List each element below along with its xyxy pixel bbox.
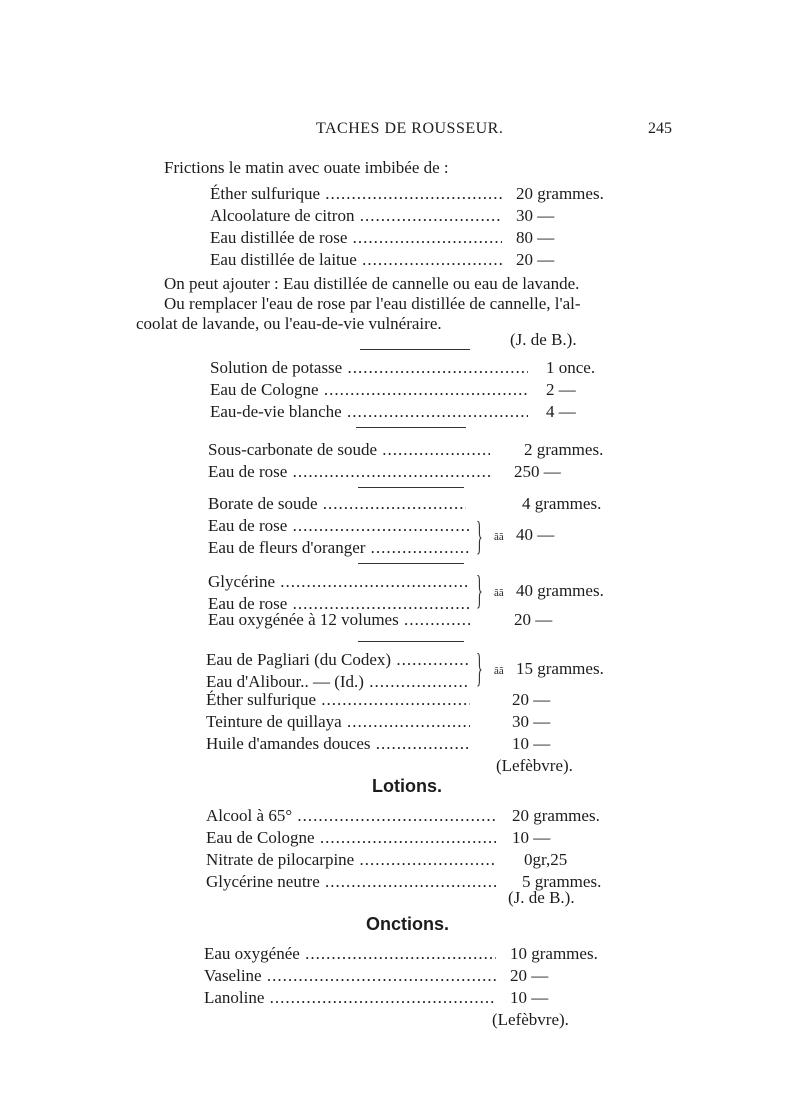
ingredient-name: Solution de potasse bbox=[210, 358, 343, 377]
brace: } bbox=[476, 567, 483, 612]
ingredient-qty: 30 — bbox=[512, 712, 551, 731]
note-text: coolat de lavande, ou l'eau-de-vie vulnéraire. bbox=[136, 314, 442, 333]
ingredient-name: Sous-carbonate de soude bbox=[208, 440, 378, 459]
ana-mark: ãã bbox=[494, 587, 504, 599]
ingredient-qty: 20 — bbox=[516, 250, 555, 269]
ana-mark: ãã bbox=[494, 665, 504, 677]
section-divider bbox=[358, 487, 464, 488]
section-divider bbox=[358, 641, 464, 642]
signature: (J. de B.). bbox=[510, 330, 577, 349]
ingredient-qty: 20 — bbox=[512, 690, 551, 709]
ingredient-qty: 20 — bbox=[510, 966, 549, 985]
ingredient-name: Eau oxygénée à 12 volumes bbox=[208, 610, 399, 629]
ingredient-qty: 15 grammes. bbox=[516, 659, 604, 678]
ingredient-qty: 10 — bbox=[512, 734, 551, 753]
brace: } bbox=[476, 645, 483, 690]
ingredient-name: Eau de fleurs d'oranger bbox=[208, 538, 366, 557]
ingredient-qty: 10 grammes. bbox=[510, 944, 598, 963]
brace: } bbox=[476, 513, 483, 558]
ingredient-qty: 4 grammes. bbox=[522, 494, 602, 513]
signature: (J. de B.). bbox=[508, 888, 575, 907]
ingredient-qty: 20 grammes. bbox=[512, 806, 600, 825]
signature: (Lefèbvre). bbox=[496, 756, 573, 775]
ingredient-name: Glycérine neutre bbox=[206, 872, 320, 891]
ingredient-name: Eau de Cologne bbox=[206, 828, 315, 847]
ingredient-name: Nitrate de pilocarpine bbox=[206, 850, 355, 869]
ingredient-name: Eau de Cologne bbox=[210, 380, 319, 399]
ingredient-name: Borate de soude bbox=[208, 494, 318, 513]
intro-text: Frictions le matin avec ouate imbibée de : bbox=[164, 158, 449, 177]
ingredient-qty: 40 — bbox=[516, 525, 555, 544]
ingredient-name: Eau-de-vie blanche bbox=[210, 402, 342, 421]
ingredient-name: Eau de Pagliari (du Codex) bbox=[206, 650, 392, 669]
ingredient-name: Éther sulfurique bbox=[206, 690, 316, 709]
ingredient-qty: 1 once. bbox=[546, 358, 596, 377]
ingredient-name: Eau de rose bbox=[208, 594, 288, 613]
ingredient-name: Éther sulfurique bbox=[210, 184, 320, 203]
ingredient-name: Eau d'Alibour.. — (Id.) bbox=[206, 672, 364, 691]
ingredient-name: Alcool à 65° bbox=[206, 806, 293, 825]
ingredient-name: Vaseline bbox=[204, 966, 262, 985]
ingredient-qty: 2 — bbox=[546, 380, 576, 399]
ingredient-name: Eau de rose bbox=[208, 516, 288, 535]
ingredient-qty: 2 grammes. bbox=[524, 440, 604, 459]
ana-mark: ãã bbox=[494, 531, 504, 543]
note-text: Ou remplacer l'eau de rose par l'eau distillée de cannelle, l'al- bbox=[164, 294, 581, 313]
section-divider bbox=[360, 349, 470, 350]
ingredient-qty: 250 — bbox=[514, 462, 561, 481]
ingredient-name: Glycérine bbox=[208, 572, 276, 591]
section-heading-lotions: Lotions. bbox=[372, 776, 442, 796]
ingredient-name: Alcoolature de citron bbox=[210, 206, 355, 225]
section-divider bbox=[358, 563, 464, 564]
ingredient-qty: 10 — bbox=[510, 988, 549, 1007]
ingredient-qty: 80 — bbox=[516, 228, 555, 247]
page-number: 245 bbox=[648, 120, 672, 137]
ingredient-qty: 20 grammes. bbox=[516, 184, 604, 203]
running-header: TACHES DE ROUSSEUR. bbox=[316, 120, 504, 137]
ingredient-name: Eau de rose bbox=[208, 462, 288, 481]
section-divider bbox=[356, 427, 466, 428]
ingredient-qty: 10 — bbox=[512, 828, 551, 847]
ingredient-qty: 0gr,25 bbox=[524, 850, 568, 869]
ingredient-qty: 4 — bbox=[546, 402, 576, 421]
ingredient-qty: 20 — bbox=[514, 610, 553, 629]
note-text: On peut ajouter : Eau distillée de cannelle ou eau de lavande. bbox=[164, 274, 580, 293]
ingredient-qty: 40 grammes. bbox=[516, 581, 604, 600]
ingredient-name: Lanoline bbox=[204, 988, 265, 1007]
ingredient-name: Huile d'amandes douces bbox=[206, 734, 371, 753]
ingredient-name: Eau distillée de rose bbox=[210, 228, 348, 247]
ingredient-qty: 5 grammes. bbox=[522, 872, 602, 891]
ingredient-name: Eau oxygénée bbox=[204, 944, 300, 963]
ingredient-qty: 30 — bbox=[516, 206, 555, 225]
ingredient-name: Eau distillée de laitue bbox=[210, 250, 357, 269]
section-heading-onctions: Onctions. bbox=[366, 914, 450, 934]
ingredient-name: Teinture de quillaya bbox=[206, 712, 342, 731]
signature: (Lefèbvre). bbox=[492, 1010, 569, 1029]
